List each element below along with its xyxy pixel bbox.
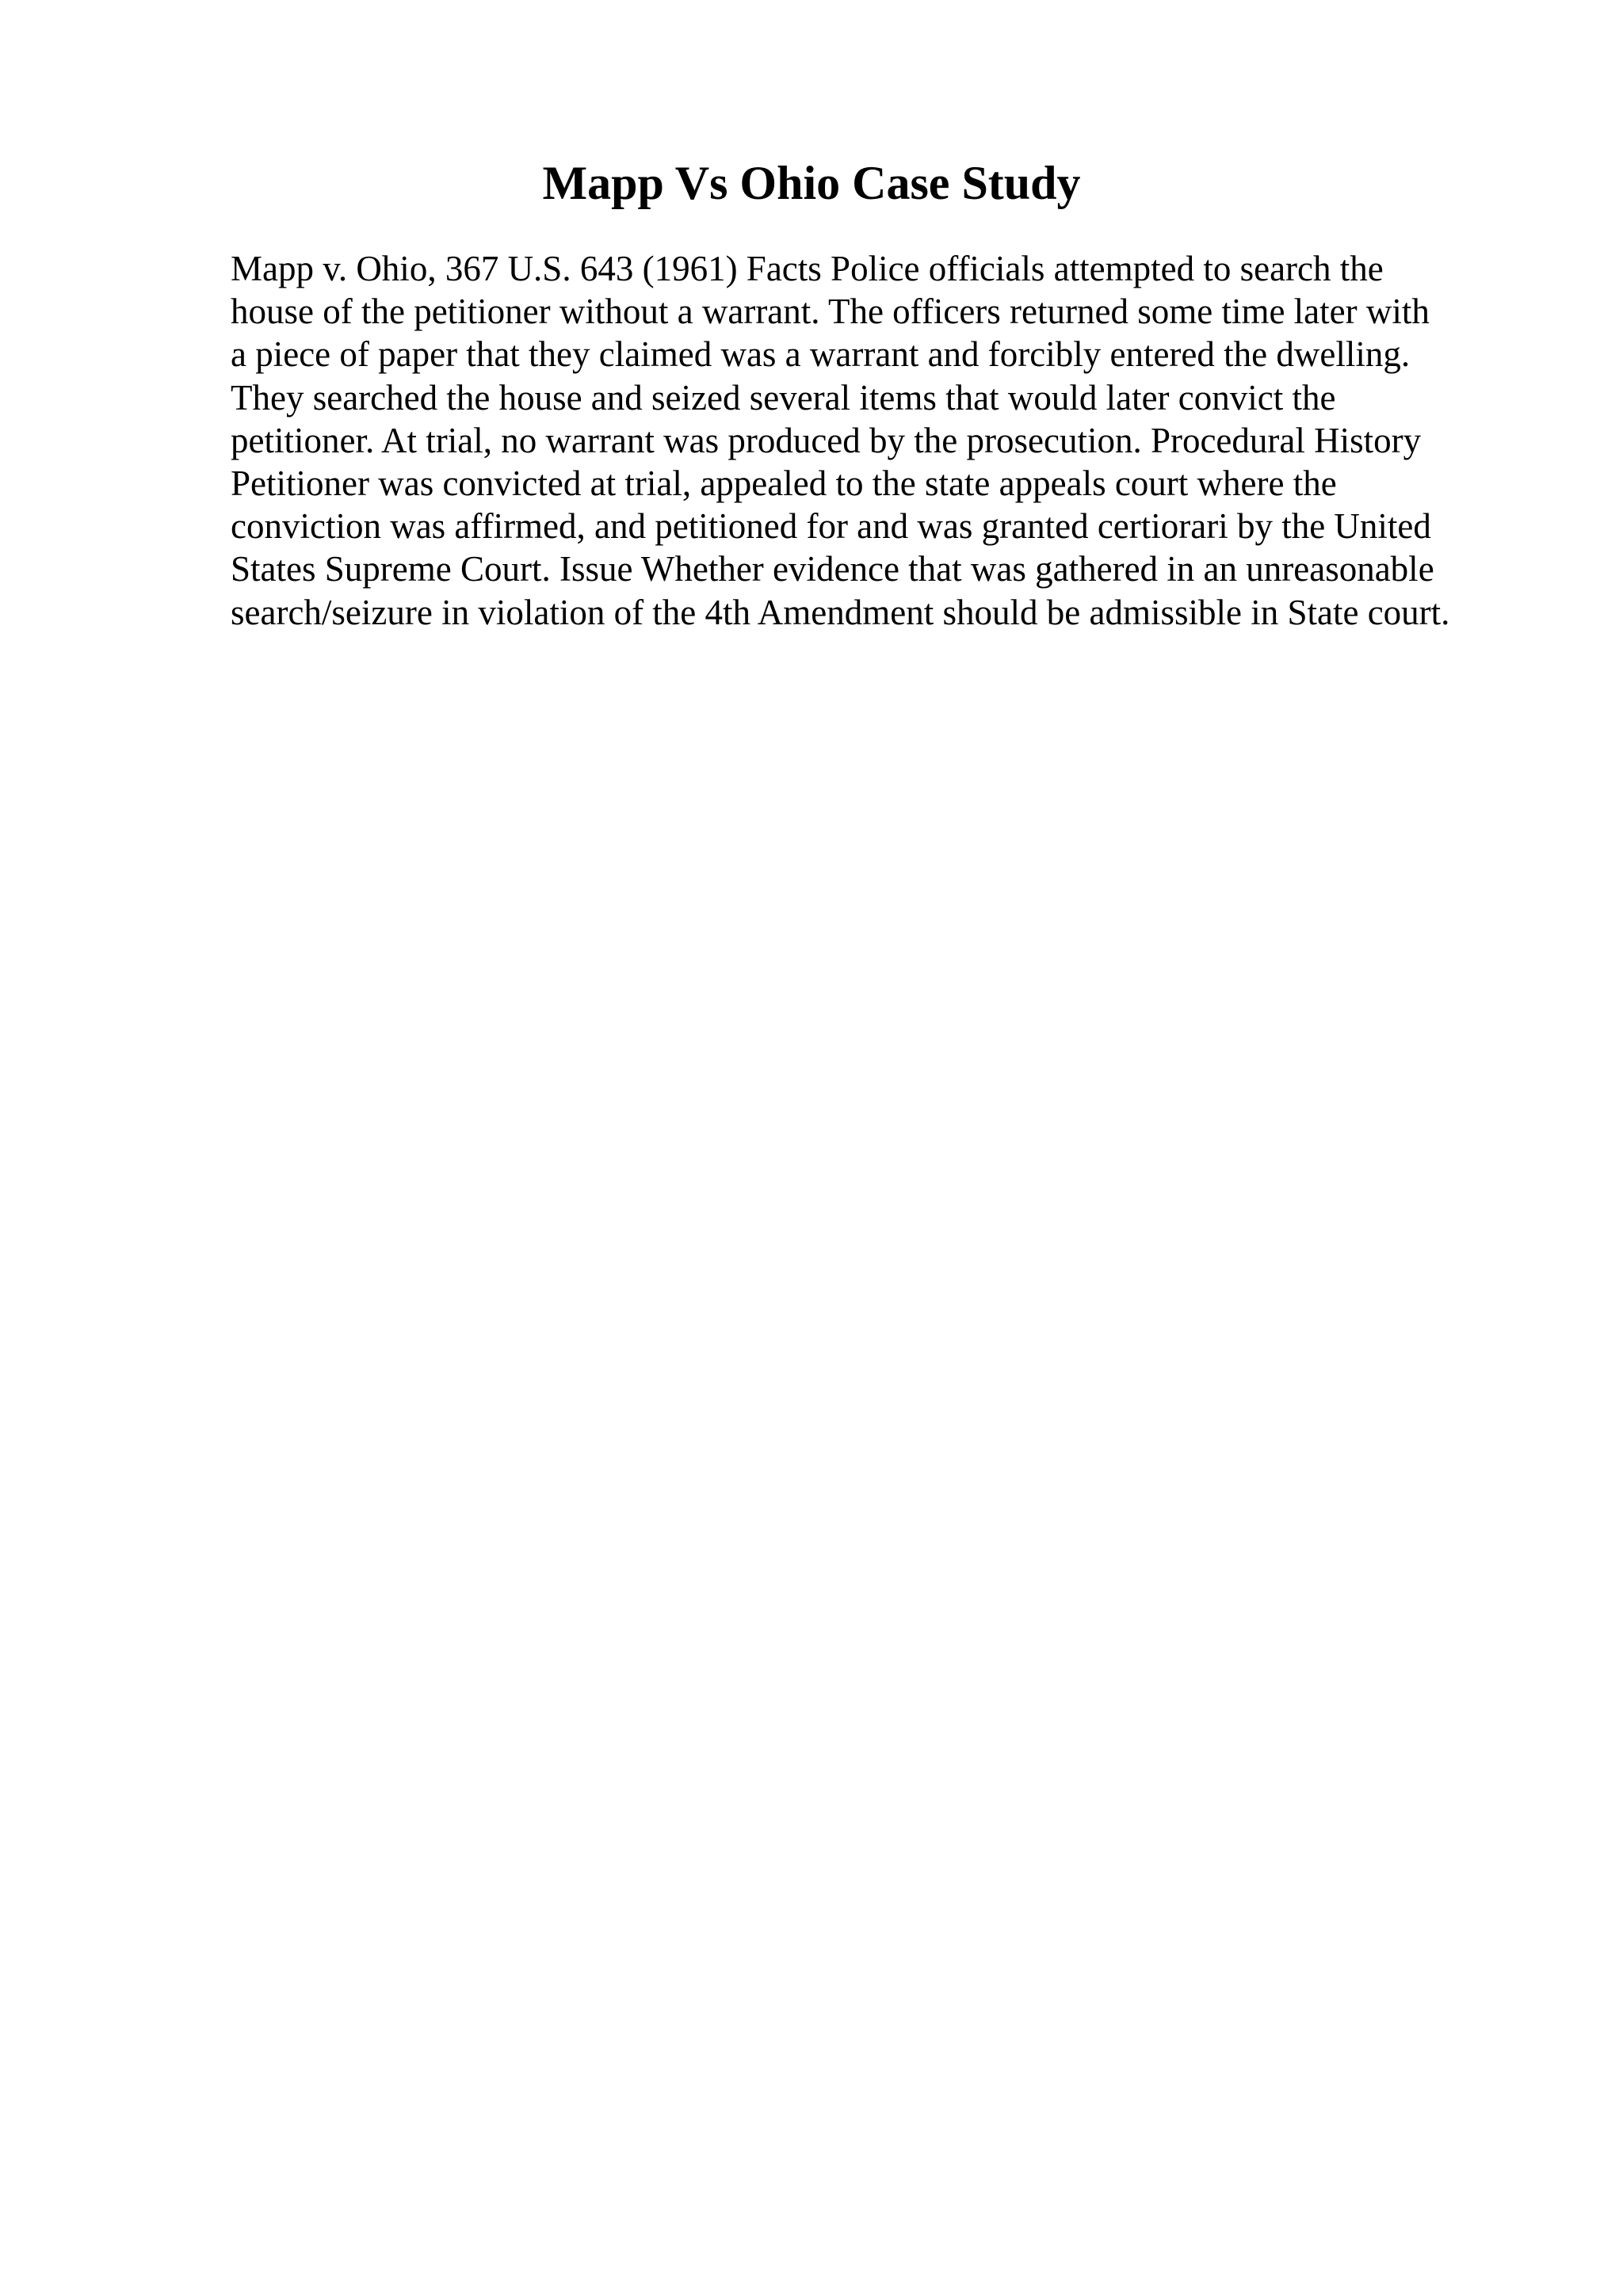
body-line: petitioner. At trial, no warrant was produced by the prosecution. Procedural History (231, 420, 1422, 460)
body-line: They searched the house and seized several items that would later convict the (231, 377, 1336, 418)
document-title: Mapp Vs Ohio Case Study (542, 157, 1081, 209)
body-line: search/seizure in violation of the 4th Amendment should be admissible in State court. (231, 592, 1450, 632)
document-body (231, 247, 1514, 634)
body-line: house of the petitioner without a warrant. The officers returned some time later with (231, 292, 1430, 332)
body-line: Mapp v. Ohio, 367 U.S. 643 (1961) Facts Police officials attempted to search the (231, 249, 1384, 288)
body-line: Petitioner was convicted at trial, appealed to the state appeals court where the (231, 463, 1337, 504)
body-line: a piece of paper that they claimed was a warrant and forcibly entered the dwelling. (231, 334, 1411, 375)
body-line: conviction was affirmed, and petitioned for and was granted certiorari by the United (231, 506, 1431, 547)
body-line: States Supreme Court. Issue Whether evidence that was gathered in an unreasonable (231, 549, 1434, 589)
